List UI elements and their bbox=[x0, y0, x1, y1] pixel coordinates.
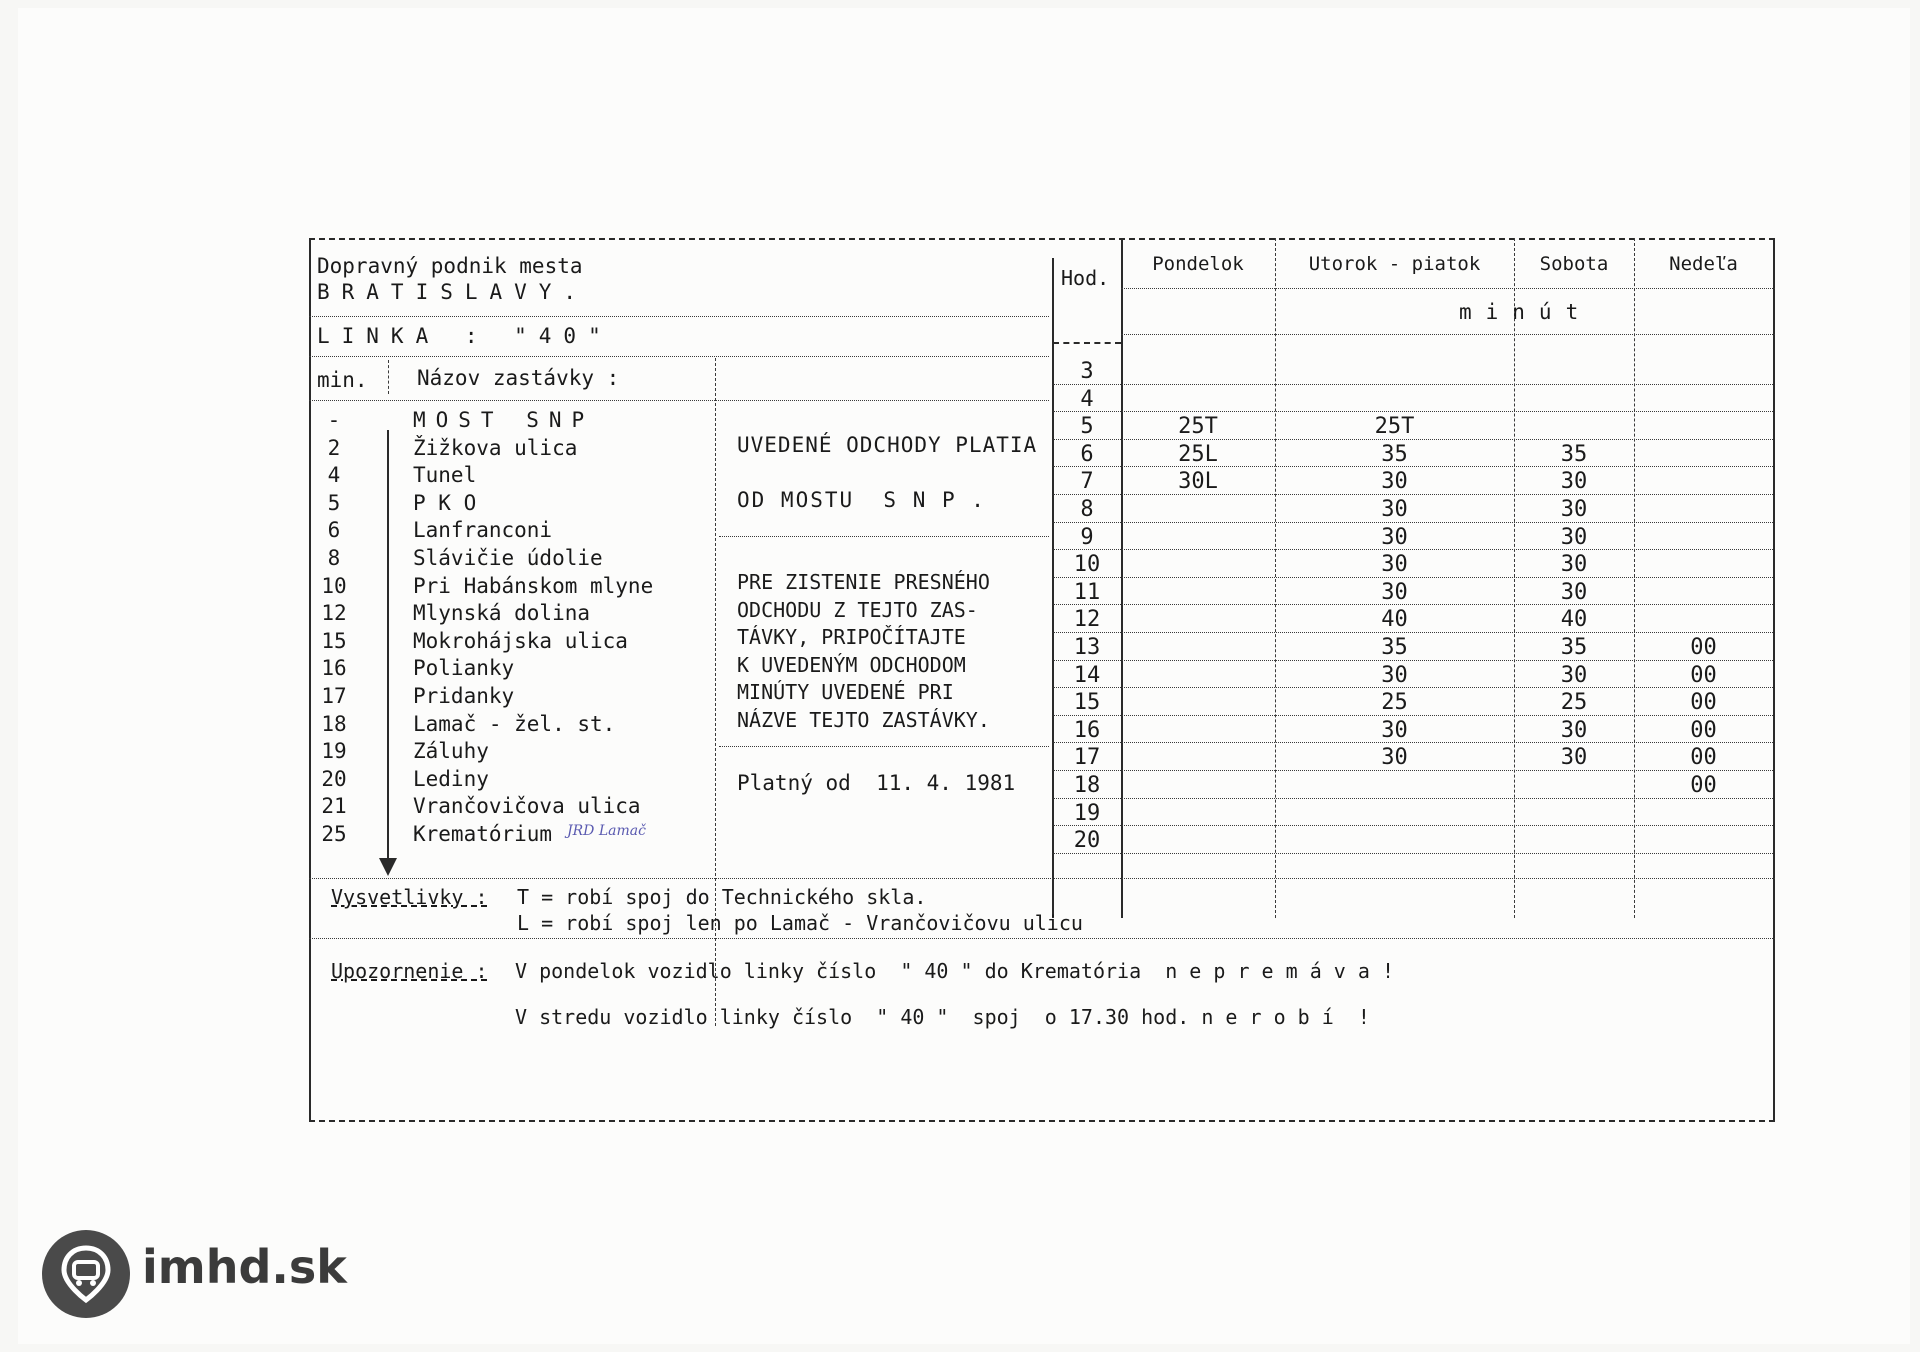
minute-cell: 30 bbox=[1560, 745, 1588, 771]
hour-cell: 5 bbox=[1080, 414, 1094, 440]
instruction-line: PRE ZISTENIE PRESNÉHO bbox=[737, 570, 990, 594]
minute-cell: 30 bbox=[1381, 579, 1408, 605]
min-column-header: min. bbox=[317, 368, 368, 392]
stop-name: Vrančovičova ulica bbox=[413, 794, 641, 819]
minute-cell: 30 bbox=[1560, 497, 1588, 522]
company-city: BRATISLAVY. bbox=[317, 280, 589, 304]
hour-cell: 10 bbox=[1073, 552, 1101, 578]
stop-name: Mokrohájska ulica bbox=[413, 628, 628, 653]
minute-cell: 40 bbox=[1560, 607, 1588, 633]
stop-minutes: 10 bbox=[321, 573, 347, 598]
stop-minutes: 6 bbox=[327, 518, 341, 543]
minute-cell: 30L bbox=[1178, 469, 1218, 495]
stop-name: Záluhy bbox=[413, 739, 489, 764]
minute-cell: 35 bbox=[1381, 441, 1408, 467]
hour-cell: 8 bbox=[1080, 497, 1094, 522]
handwritten-note: JRD Lamač bbox=[567, 823, 646, 839]
arrow-head-icon bbox=[379, 858, 397, 876]
hour-cell: 13 bbox=[1073, 635, 1101, 660]
warning-line-1: V pondelok vozidlo linky číslo " 40 " do Krematória n e p r e m á v a ! bbox=[515, 959, 1394, 983]
stop-row bbox=[309, 712, 709, 740]
minute-cell: 30 bbox=[1381, 662, 1408, 688]
stop-name: Mlynská dolina bbox=[413, 601, 591, 626]
stop-minutes: 12 bbox=[321, 601, 347, 626]
warning-line-2: V stredu vozidlo linky číslo " 40 " spoj o 17.30 hod. n e r o b í ! bbox=[515, 1005, 1370, 1029]
valid-from-text: UVEDENÉ ODCHODY PLATIA bbox=[737, 433, 1038, 457]
hour-cell: 14 bbox=[1073, 662, 1101, 688]
stop-name: P K O bbox=[413, 490, 477, 515]
minute-cell: 30 bbox=[1560, 552, 1588, 578]
stop-minutes: 5 bbox=[327, 490, 341, 515]
stop-minutes: 15 bbox=[321, 628, 347, 653]
instruction-line: NÁZVE TEJTO ZASTÁVKY. bbox=[737, 707, 990, 732]
stop-row bbox=[309, 656, 709, 684]
stop-name: Žižkova ulica bbox=[413, 435, 578, 460]
stop-minutes: 16 bbox=[321, 656, 347, 681]
hour-cell: 15 bbox=[1073, 690, 1101, 716]
stop-name: Pridanky bbox=[413, 684, 515, 708]
stop-minutes: 4 bbox=[327, 463, 341, 488]
day-header: Utorok - piatok bbox=[1308, 253, 1481, 275]
day-header: Pondelok bbox=[1152, 253, 1244, 275]
stop-minutes: 17 bbox=[321, 684, 347, 708]
day-header: Sobota bbox=[1539, 253, 1609, 275]
hour-cell: 20 bbox=[1073, 828, 1101, 854]
minute-cell: 30 bbox=[1381, 717, 1408, 743]
stop-minutes: 2 bbox=[327, 435, 341, 460]
stop-row bbox=[309, 436, 709, 464]
day-header: Nedeľa bbox=[1669, 253, 1738, 275]
minute-cell: 25T bbox=[1178, 414, 1218, 440]
valid-from-place: OD MOSTU S N P . bbox=[737, 488, 986, 512]
stop-name: Krematórium bbox=[413, 822, 553, 846]
hour-cell: 11 bbox=[1073, 579, 1101, 605]
legend-line-1: T = robí spoj do Technického skla. bbox=[517, 885, 927, 909]
minute-cell: 25T bbox=[1374, 414, 1415, 440]
stop-minutes: 25 bbox=[321, 822, 347, 846]
stop-minutes: 20 bbox=[321, 766, 347, 791]
stop-row bbox=[309, 794, 709, 822]
stop-row bbox=[309, 546, 709, 574]
minute-cell: 35 bbox=[1381, 635, 1408, 660]
minute-cell: 30 bbox=[1381, 552, 1408, 578]
minute-cell: 30 bbox=[1560, 524, 1588, 550]
minute-cell: 00 bbox=[1690, 745, 1717, 771]
stop-row bbox=[309, 574, 709, 602]
hour-cell: 19 bbox=[1073, 800, 1101, 826]
minute-cell: 30 bbox=[1381, 524, 1408, 550]
stop-row bbox=[309, 463, 709, 491]
minute-cell: 35 bbox=[1560, 635, 1588, 660]
hour-cell: 17 bbox=[1073, 745, 1101, 771]
minute-cell: 25 bbox=[1381, 690, 1408, 716]
stop-name: MOST SNP bbox=[413, 408, 595, 432]
minute-cell: 00 bbox=[1690, 773, 1717, 798]
minute-cell: 30 bbox=[1560, 662, 1588, 688]
minute-cell: 00 bbox=[1690, 662, 1717, 688]
line-number: LINKA : "40" bbox=[317, 324, 613, 348]
minute-cell: 30 bbox=[1560, 717, 1588, 743]
stop-minutes: 19 bbox=[321, 739, 347, 764]
stop-minutes: 21 bbox=[321, 794, 347, 819]
stop-row bbox=[309, 491, 709, 519]
stop-name: Lediny bbox=[413, 766, 489, 791]
stop-minutes: 18 bbox=[321, 711, 347, 736]
stop-row bbox=[309, 739, 709, 767]
minute-cell: 30 bbox=[1381, 745, 1408, 771]
instruction-line: TÁVKY, PRIPOČÍTAJTE bbox=[737, 625, 966, 649]
valid-date: Platný od 11. 4. 1981 bbox=[737, 771, 1016, 795]
hour-cell: 16 bbox=[1073, 717, 1101, 743]
stop-minutes: 8 bbox=[327, 546, 341, 570]
hour-cell: 4 bbox=[1080, 386, 1094, 412]
instruction-line: ODCHODU Z TEJTO ZAS- bbox=[737, 597, 978, 622]
stop-name: Lanfranconi bbox=[413, 518, 553, 543]
company-name: Dopravný podnik mesta bbox=[317, 254, 583, 278]
legend-label: Vysvetlivky : bbox=[331, 885, 488, 909]
minute-cell: 30 bbox=[1560, 469, 1588, 495]
stop-row bbox=[309, 408, 709, 436]
minute-cell: 40 bbox=[1381, 607, 1408, 633]
stop-row bbox=[309, 629, 709, 657]
hour-cell: 7 bbox=[1080, 469, 1094, 495]
stop-name: Slávičie údolie bbox=[413, 546, 603, 570]
minute-cell: 35 bbox=[1560, 441, 1588, 467]
bus-pin-icon bbox=[40, 1228, 132, 1324]
minutes-header: minút bbox=[1459, 300, 1593, 324]
minute-cell: 00 bbox=[1690, 717, 1717, 743]
stop-name: Lamač - žel. st. bbox=[413, 711, 616, 736]
brand-logo: imhd.sk bbox=[142, 1240, 347, 1294]
hour-cell: 18 bbox=[1073, 773, 1101, 798]
stop-row bbox=[309, 684, 709, 712]
stop-name-header: Názov zastávky : bbox=[417, 366, 620, 390]
hour-cell: 3 bbox=[1080, 359, 1094, 384]
stop-name: Pri Habánskom mlyne bbox=[413, 573, 654, 598]
stop-list bbox=[309, 408, 713, 868]
instruction-line: K UVEDENÝM ODCHODOM bbox=[737, 652, 966, 677]
minute-cell: 30 bbox=[1381, 497, 1408, 522]
minute-cell: 25 bbox=[1560, 690, 1588, 716]
minute-cell: 30 bbox=[1381, 469, 1408, 495]
stop-row bbox=[309, 822, 709, 850]
stop-minutes: - bbox=[327, 408, 341, 432]
hour-header: Hod. bbox=[1061, 266, 1110, 290]
minute-cell: 30 bbox=[1560, 579, 1588, 605]
instruction-line: MINÚTY UVEDENÉ PRI bbox=[737, 680, 954, 704]
minute-cell: 25L bbox=[1178, 441, 1218, 467]
stop-row bbox=[309, 518, 709, 546]
minute-cell: 00 bbox=[1690, 635, 1717, 660]
warning-label: Upozornenie : bbox=[331, 959, 488, 983]
stop-row bbox=[309, 601, 709, 629]
hour-cell: 12 bbox=[1073, 607, 1101, 633]
stop-row bbox=[309, 767, 709, 795]
hour-cell: 6 bbox=[1080, 441, 1094, 467]
timetable-form bbox=[309, 238, 1775, 1122]
stop-name: Tunel bbox=[413, 463, 477, 488]
minute-cell: 00 bbox=[1690, 690, 1717, 716]
direction-arrow bbox=[387, 430, 389, 868]
legend-line-2: L = robí spoj len po Lamač - Vrančovičovu ulicu bbox=[517, 911, 1083, 935]
hour-cell: 9 bbox=[1080, 524, 1094, 550]
stop-name: Polianky bbox=[413, 656, 515, 681]
